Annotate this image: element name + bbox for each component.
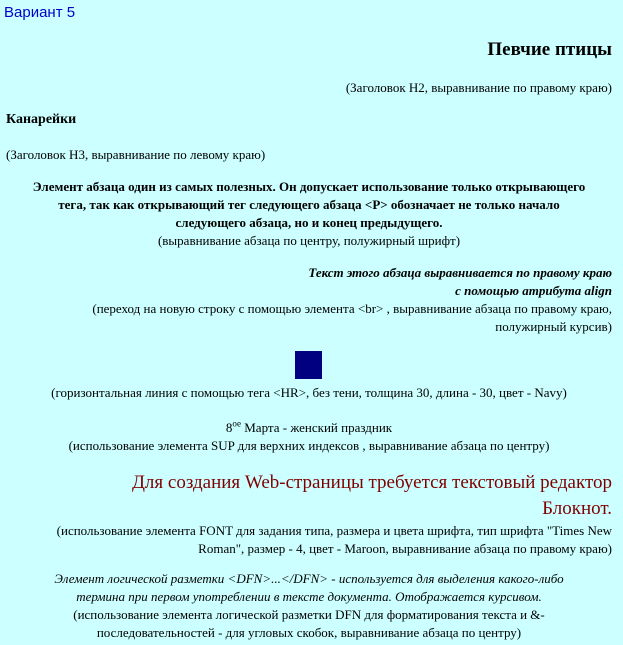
superscript-rest: Марта - женский праздник [241,420,393,435]
superscript-line [6,419,612,437]
font-note-2: Roman", размер - 4, цвет - Maroon, выравнивание абзаца по правому краю) [198,541,612,556]
superscript-paragraph [6,419,612,455]
h2-note: (Заголовок H2, выравнивание по правому краю) [345,80,612,95]
dfn-note-2: последовательностей - для угловых скобок, выравнивание абзаца по центру) [96,625,522,640]
paragraph-center-line-3: следующего абзаца, но и конец предыдущего. [175,215,443,230]
paragraph-right-note-1: (переход на новую строку с помощью элемента <br> , выравнивание абзаца по правому краю, [92,301,612,316]
dfn-note-1: (использование элемента логической разметки DFN для форматирования текста и &- [73,607,545,622]
h2-heading: Певчие птицы [487,39,612,60]
paragraph-center-line-1: Элемент абзаца один из самых полезных. Он допускает использование только открывающего [32,179,586,194]
font-paragraph [6,470,612,558]
font-note-1: (использование элемента FONT для задания типа, размера и цвета шрифта, тип шрифта "Times New [56,523,612,538]
paragraph-right-line-2: с помощью атрибута align [455,283,612,298]
horizontal-rule-navy [295,351,322,379]
superscript-note: (использование элемента SUP для верхних индексов , выравнивание абзаца по центру) [68,438,550,453]
font-line-2: Блокнот. [542,498,612,519]
paragraph-right-line-1: Текст этого абзаца выравнивается по правому краю [308,265,612,280]
h3-heading: Канарейки [6,112,77,127]
dfn-line-2: термина при первом употреблении в тексте документа. Отображается курсивом. [76,589,542,604]
variant-label: Вариант 5 [4,4,76,21]
paragraph-center [6,178,612,250]
paragraph-right-note-2: полужирный курсив) [495,319,612,334]
font-line-1: Для создания Web-страницы требуется текстовый редактор [131,472,612,493]
hr-note: (горизонтальная линия с помощью тега <HR>, без тени, толщина 30, длина - 30, цвет - Navy) [51,385,567,400]
superscript-base: 8 [225,420,233,435]
h3-note: (Заголовок H3, выравнивание по левому краю) [6,147,266,162]
dfn-line-1: Элемент логической разметки <DFN>...</DFN> - используется для выделения какого-либо [54,571,564,586]
paragraph-center-note: (выравнивание абзаца по центру, полужирный шрифт) [157,233,461,248]
dfn-paragraph [6,570,612,642]
superscript-text: ое [232,418,241,429]
paragraph-right [6,264,612,336]
paragraph-center-line-2: тега, так как открывающий тег следующего абзаца <P> обозначает не только начало [58,197,560,212]
